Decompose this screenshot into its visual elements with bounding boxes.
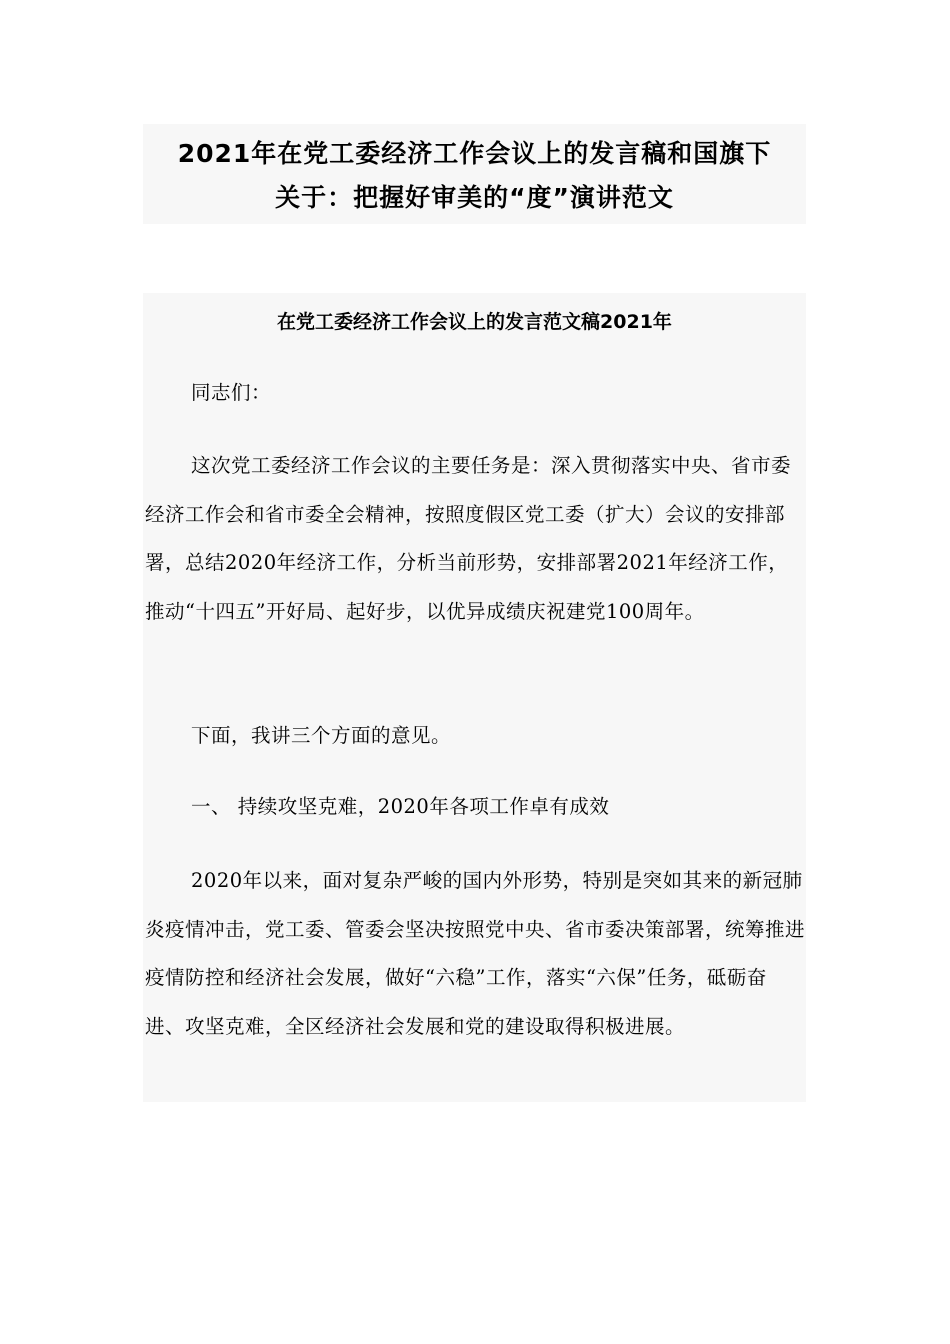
paragraph-intro: 这次党工委经济工作会议的主要任务是：深入贯彻落实中央、省市委经济工作会和省市委全会精神，按照度假区党工委（扩大）会议的安排部署，总结2020年经济工作，分析当前形势，安排部署2021年经济工作，推动“十四五”开好局、起好步，以优异成绩庆祝建党100周年。	[145, 454, 792, 623]
paragraph-outline: 下面，我讲三个方面的意见。	[191, 724, 452, 747]
document-title-line-2: 关于：把握好审美的“度”演讲范文	[275, 183, 674, 212]
paragraph-salutation: 同志们：	[191, 381, 272, 404]
document-title	[143, 124, 806, 220]
paragraph-review: 2020年以来，面对复杂严峻的国内外形势，特别是突如其来的新冠肺炎疫情冲击，党工委、管委会坚决按照党中央、省市委决策部署，统筹推进疫情防控和经济社会发展，做好“六稳”工作，落实“六保”任务，砥砺奋进、攻坚克难，全区经济社会发展和党的建设取得积极进展。	[145, 869, 806, 1038]
document-body	[143, 293, 806, 1102]
paragraph-point-heading: 一、 持续攻坚克难，2020年各项工作卓有成效	[191, 795, 610, 818]
section-heading: 在党工委经济工作会议上的发言范文稿2021年	[277, 311, 672, 333]
title-block	[143, 124, 806, 224]
document-title-line-1: 2021年在党工委经济工作会议上的发言稿和国旗下	[177, 139, 772, 168]
